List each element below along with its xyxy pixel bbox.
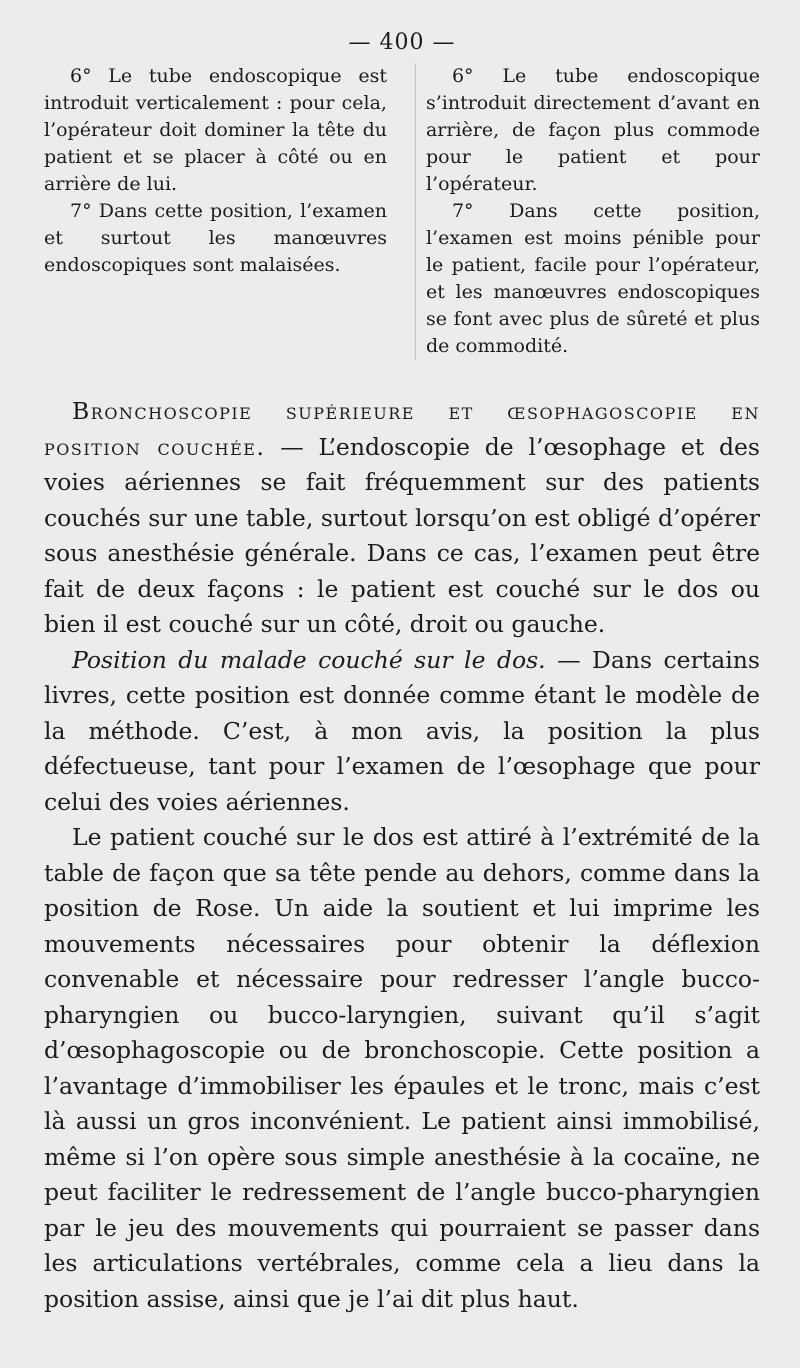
section-paragraph-1 xyxy=(44,394,760,643)
left-point-7: 7° Dans cette position, l’examen et surtout les manœuvres endoscopiques sont malaisées. xyxy=(44,200,387,276)
section-paragraph-1-text: — L’endoscopie de l’œsophage et des voies aériennes se fait fréquemment sur des patients couchés sur une table, surtout lorsqu’on est obligé d’opérer sous anesthésie générale. Dans ce cas, l’examen peut être fait de deux façons : le patient est couché sur le dos ou bien il est couché sur un côté, droit ou gauche. xyxy=(44,432,760,638)
section-paragraph-2 xyxy=(44,643,760,821)
section-paragraph-3: Le patient couché sur le dos est attiré à l’extrémité de la table de façon que sa tête pende au dehors, comme dans la position de Rose. Un aide la soutient et lui imprime les mouvements nécessaires pour obtenir la déflexion convenable et nécessaire pour redresser l’angle bucco-pharyngien ou bucco-laryngien, suivant qu’il s’agit d’œsophagoscopie ou de bronchoscopie. Cette position a l’avantage d’immobiliser les épaules et le tronc, mais c’est là aussi un gros inconvénient. Le patient ainsi immobilisé, même si l’on opère sous simple anesthésie à la cocaïne, ne peut faciliter le redressement de l’angle bucco-pharyngien par le jeu des mouvements qui pourraient se passer dans les articulations vertébrales, comme cela a lieu dans la position assise, ainsi que je l’ai dit plus haut. xyxy=(44,823,760,1313)
right-point-7: 7° Dans cette position, l’examen est moins pénible pour le patient, facile pour l’opérateur, et les manœuvres endoscopiques se font avec plus de sûreté et plus de commodité. xyxy=(425,200,760,357)
page-number: — 400 — xyxy=(348,30,456,55)
left-column xyxy=(44,63,387,360)
main-text xyxy=(44,394,760,1317)
comparison-columns xyxy=(44,63,760,360)
left-point-6: 6° Le tube endoscopique est introduit verticalement : pour cela, l’opérateur doit dominer la tête du patient et se placer à côté ou en arrière de lui. xyxy=(44,65,387,195)
section-subheading: Position du malade couché sur le dos. xyxy=(72,645,546,674)
right-column xyxy=(415,63,760,360)
right-point-6: 6° Le tube endoscopique s’introduit directement d’avant en arrière, de façon plus commode pour le patient et pour l’opérateur. xyxy=(425,65,760,195)
section-paragraph-2-text: — Dans certains livres, cette position est donnée comme étant le modèle de la méthode. C’est, à mon avis, la position la plus défectueuse, tant pour l’examen de l’œsophage que pour celui des voies aériennes. xyxy=(44,645,760,816)
section-heading: Bronchoscopie supérieure et œsophagoscopie en position couchée. xyxy=(44,397,760,461)
